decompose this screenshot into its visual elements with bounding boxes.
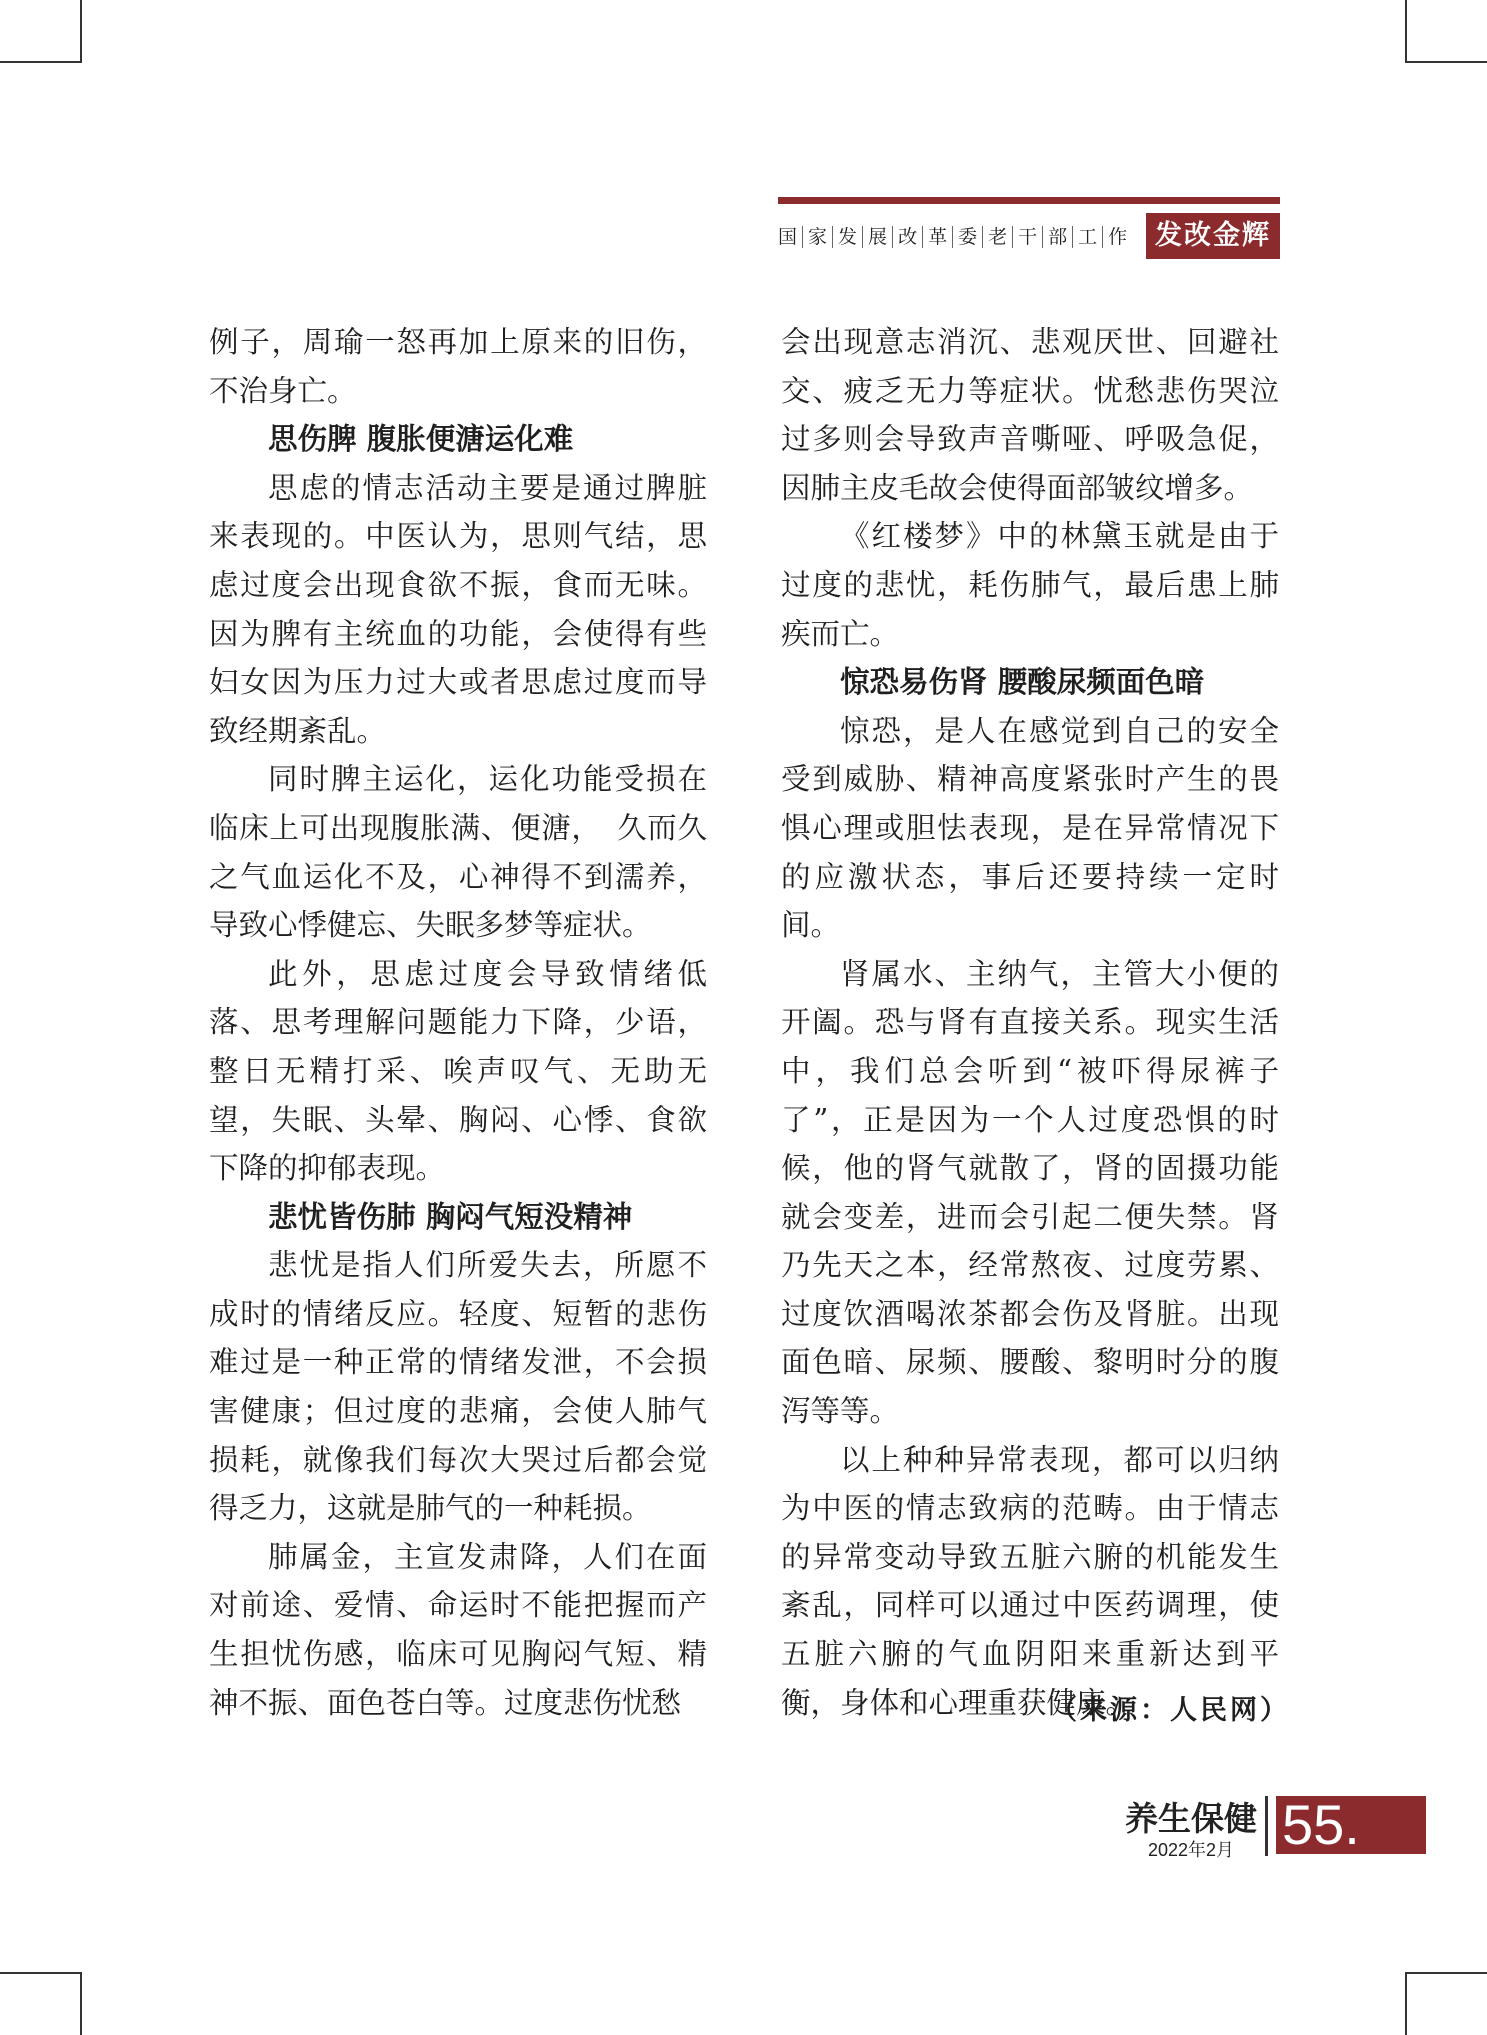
header-char: 干 bbox=[1013, 226, 1043, 248]
header-char: 改 bbox=[893, 226, 923, 248]
paragraph: 例子，周瑜一怒再加上原来的旧伤，不治身亡。 bbox=[209, 325, 707, 408]
header-char: 发 bbox=[833, 226, 863, 248]
crop-mark bbox=[80, 1972, 82, 2035]
header-rule bbox=[778, 197, 1280, 204]
paragraph: 此外，思虑过度会导致情绪低落、思考理解问题能力下降，少语，整日无精打采、唉声叹气、无助无望，失眠、头晕、胸闷、心悸、食欲下降的抑郁表现。 bbox=[209, 956, 707, 1186]
section-title: 养生保健 bbox=[1125, 1799, 1257, 1838]
crop-mark bbox=[80, 0, 82, 63]
paragraph: 肺属金，主宣发肃降，人们在面对前途、爱情、命运时不能把握而产生担忧伤感，临床可见胸闷气短、精神不振、面色苍白等。过度悲伤忧愁 bbox=[209, 1539, 707, 1720]
right-column bbox=[781, 318, 1279, 1727]
section-heading: 悲忧皆伤肺 胸闷气短没精神 bbox=[268, 1199, 633, 1234]
paragraph: 肾属水、主纳气，主管大小便的开阖。恐与肾有直接关系。现实生活中，我们总会听到“被吓得尿裤子了”，正是因为一个人过度恐惧的时候，他的肾气就散了，肾的固摄功能就会变差，进而会引起二便失禁。肾乃先天之本，经常熬夜、过度劳累、过度饮酒喝浓茶都会伤及肾脏。出现面色暗、尿频、腰酸、黎明时分的腹泻等等。 bbox=[781, 956, 1279, 1429]
header-char: 家 bbox=[803, 226, 833, 248]
paragraph: 以上种种异常表现，都可以归纳为中医的情志致病的范畴。由于情志的异常变动导致五脏六腑的机能发生紊乱，同样可以通过中医药调理，使五脏六腑的气血阴阳来重新达到平衡，身体和心理重获健康。 bbox=[781, 1442, 1279, 1720]
header-char: 国 bbox=[778, 226, 803, 248]
paragraph: 思虑的情志活动主要是通过脾脏来表现的。中医认为，思则气结，思虑过度会出现食欲不振，食而无味。因为脾有主统血的功能，会使得有些妇女因为压力过大或者思虑过度而导致经期紊乱。 bbox=[209, 470, 707, 748]
page-number: 55. bbox=[1276, 1796, 1426, 1854]
brand-logo: 发改金辉 bbox=[1146, 213, 1280, 259]
footer-divider bbox=[1265, 1796, 1268, 1856]
header-char: 部 bbox=[1043, 226, 1073, 248]
header-char: 委 bbox=[953, 226, 983, 248]
header-char: 革 bbox=[923, 226, 953, 248]
source-credit: （来源：人民网） bbox=[1050, 1695, 1290, 1726]
crop-mark bbox=[1405, 61, 1487, 63]
issue-date: 2022年2月 bbox=[1148, 1840, 1235, 1860]
header-char: 作 bbox=[1108, 226, 1128, 248]
header-char: 展 bbox=[863, 226, 893, 248]
paragraph: 《红楼梦》中的林黛玉就是由于过度的悲忧，耗伤肺气，最后患上肺疾而亡。 bbox=[781, 519, 1279, 651]
paragraph: 会出现意志消沉、悲观厌世、回避社交、疲乏无力等症状。忧愁悲伤哭泣过多则会导致声音嘶哑、呼吸急促，因肺主皮毛故会使得面部皱纹增多。 bbox=[781, 325, 1279, 505]
header-department bbox=[778, 226, 1132, 248]
section-heading: 惊恐易伤肾 腰酸尿频面色暗 bbox=[840, 665, 1205, 700]
crop-mark bbox=[0, 1972, 80, 1974]
paragraph: 同时脾主运化，运化功能受损在临床上可出现腹胀满、便溏， 久而久之气血运化不及，心神得不到濡养，导致心悸健忘、失眠多梦等症状。 bbox=[209, 762, 707, 943]
crop-mark bbox=[1405, 0, 1407, 63]
crop-mark bbox=[0, 61, 80, 63]
header-char: 工 bbox=[1073, 226, 1103, 248]
section-heading: 思伤脾 腹胀便溏运化难 bbox=[268, 422, 574, 457]
header-char: 老 bbox=[983, 226, 1013, 248]
crop-mark bbox=[1405, 1972, 1407, 2035]
paragraph: 惊恐，是人在感觉到自己的安全受到威胁、精神高度紧张时产生的畏惧心理或胆怯表现，是在异常情况下的应激状态，事后还要持续一定时间。 bbox=[781, 713, 1279, 943]
crop-mark bbox=[1405, 1972, 1487, 1974]
paragraph: 悲忧是指人们所爱失去，所愿不成时的情绪反应。轻度、短暂的悲伤难过是一种正常的情绪发泄，不会损害健康；但过度的悲痛，会使人肺气损耗，就像我们每次大哭过后都会觉得乏力，这就是肺气的一种耗损。 bbox=[209, 1248, 707, 1526]
left-column bbox=[209, 318, 707, 1727]
